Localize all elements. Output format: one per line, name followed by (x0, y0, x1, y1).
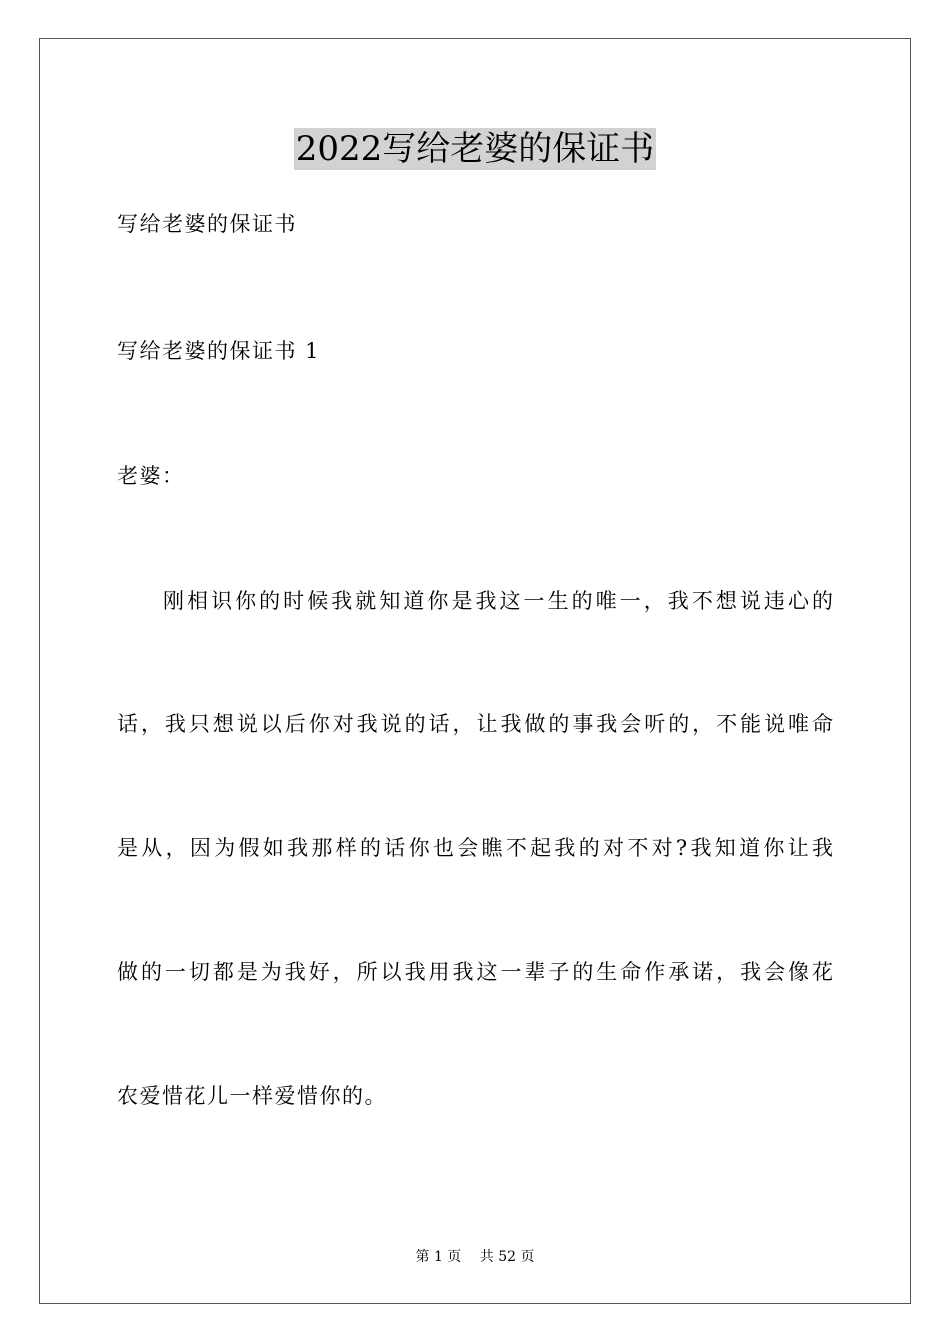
page-total: 共 52 页 (479, 1249, 535, 1265)
body-line: 刚相识你的时候我就知道你是我这一生的唯一，我不想说违心的 (163, 589, 833, 613)
page-number: 第 1 页 (415, 1249, 462, 1265)
subtitle-line: 写给老婆的保证书 (117, 212, 297, 236)
body-line: 做的一切都是为我好，所以我用我这一辈子的生命作承诺，我会像花 (117, 960, 833, 984)
section-heading: 写给老婆的保证书 1 (117, 339, 321, 363)
salutation: 老婆： (117, 464, 185, 488)
body-line: 话，我只想说以后你对我说的话，让我做的事我会听的，不能说唯命 (117, 712, 833, 736)
body-line: 农爱惜花儿一样爱惜你的。 (117, 1084, 387, 1108)
body-line: 是从，因为假如我那样的话你也会瞧不起我的对不对?我知道你让我 (117, 836, 833, 860)
document-title: 2022写给老婆的保证书 (295, 129, 655, 169)
title-container (0, 128, 950, 170)
page-footer (0, 1248, 950, 1266)
